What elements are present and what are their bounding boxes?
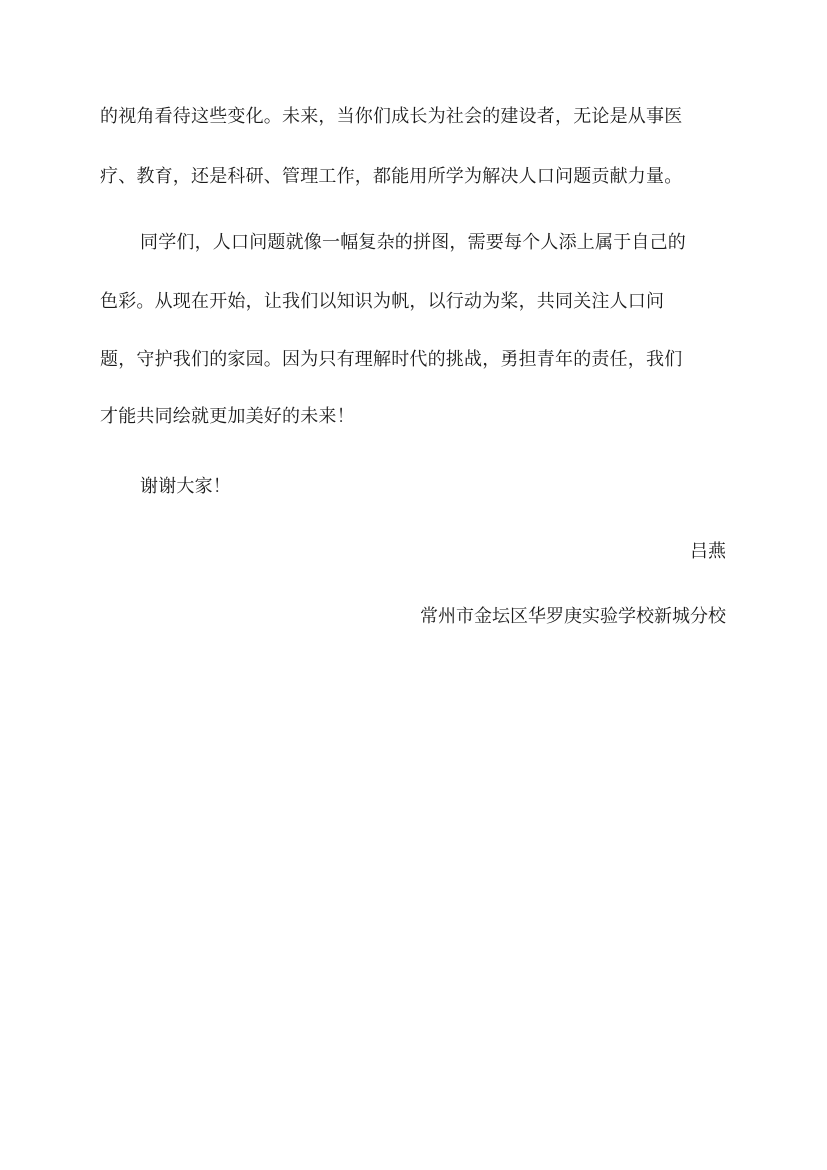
school-name: 常州市金坛区华罗庚实验学校新城分校 [420,606,726,627]
text-line-3: 同学们，人口问题就像一幅复杂的拼图，需要每个人添上属于自己的 [140,232,686,253]
closing-thanks: 谢谢大家！ [140,476,231,497]
text-line-4: 色彩。从现在开始，让我们以知识为帆，以行动为桨，共同关注人口问 [100,291,665,312]
text-line-1: 的视角看待这些变化。未来，当你们成长为社会的建设者，无论是从事医 [100,106,683,127]
text-line-5: 题，守护我们的家园。因为只有理解时代的挑战，勇担青年的责任，我们 [100,349,683,370]
text-line-2: 疗、教育，还是科研、管理工作，都能用所学为解决人口问题贡献力量。 [100,166,683,187]
author-name: 吕燕 [690,541,726,562]
text-line-6: 才能共同绘就更加美好的未来！ [100,406,355,427]
